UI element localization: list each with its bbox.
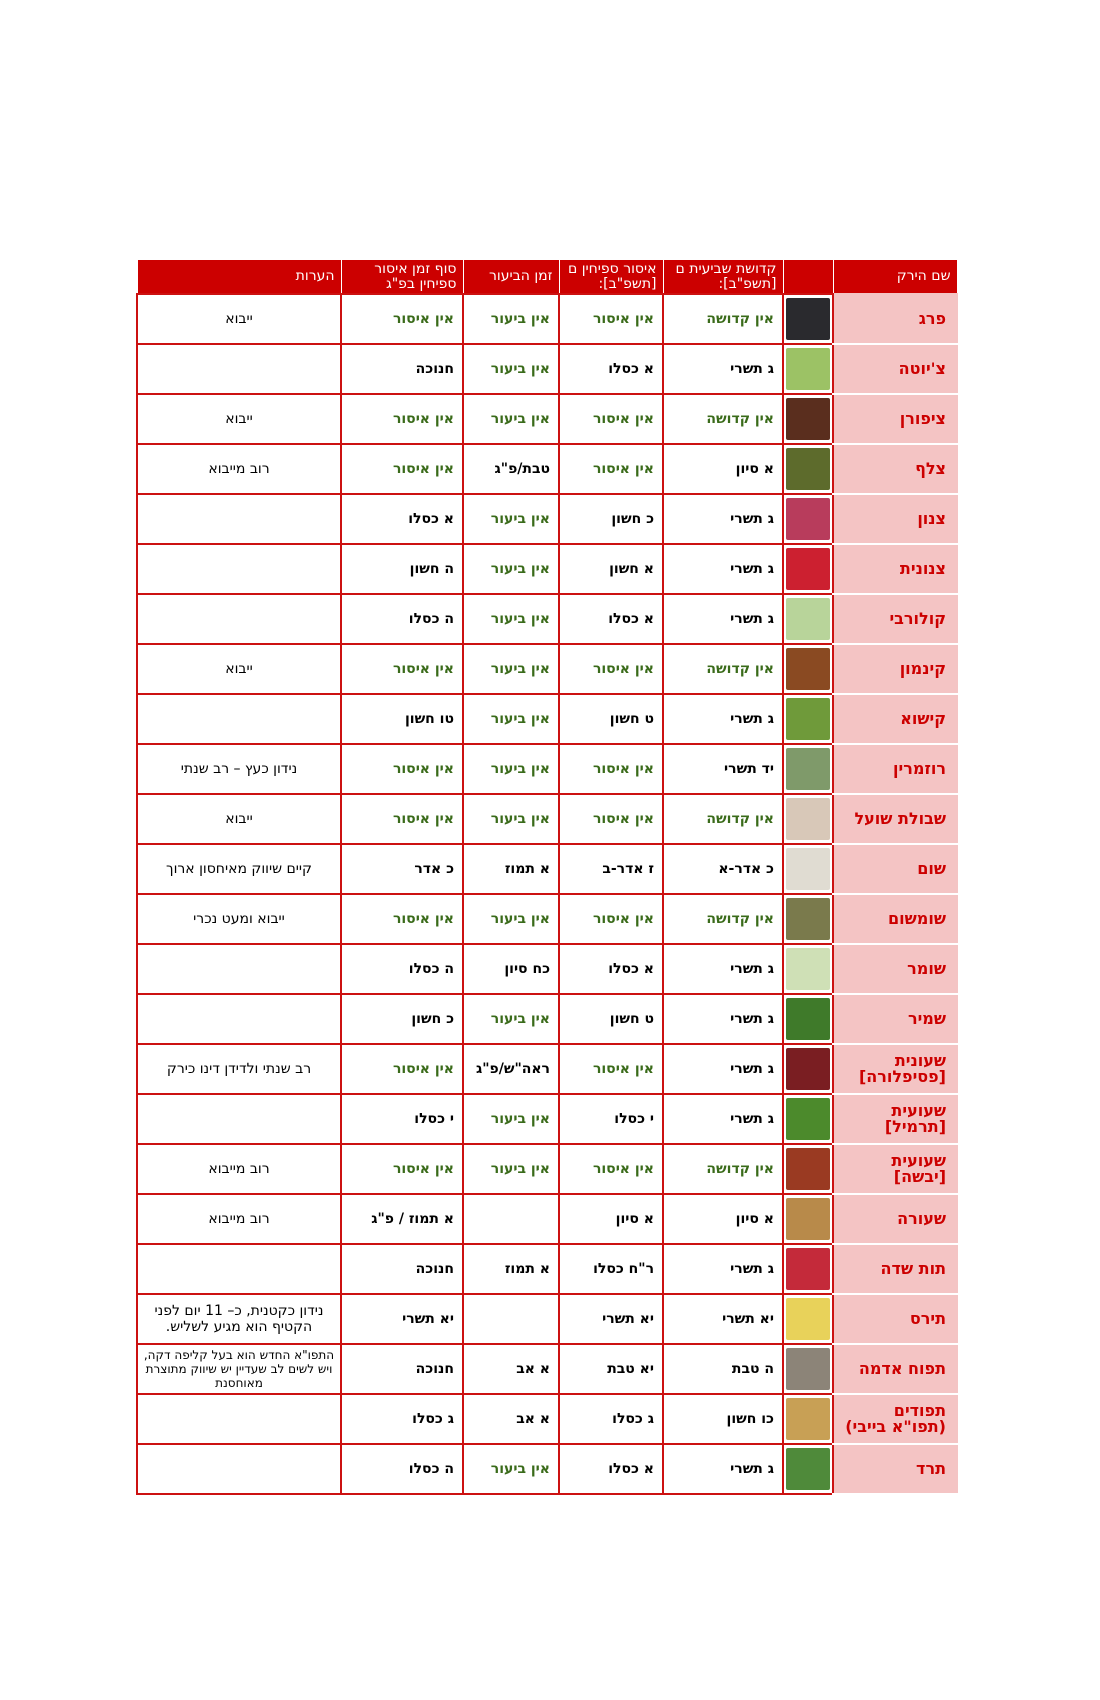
sefichin-cell: יא תשרי bbox=[559, 1294, 663, 1344]
biur-cell: א תמוז bbox=[463, 1244, 559, 1294]
vegetable-photo bbox=[786, 648, 830, 690]
vegetable-photo bbox=[786, 548, 830, 590]
kedusha-cell: כו חשון bbox=[663, 1394, 783, 1444]
sefichin-cell: א חשון bbox=[559, 544, 663, 594]
vegetable-image-cell bbox=[783, 594, 833, 644]
vegetable-photo bbox=[786, 348, 830, 390]
sof-cell: ה כסלו bbox=[341, 594, 463, 644]
vegetable-photo bbox=[786, 298, 830, 340]
vegetable-table bbox=[136, 259, 958, 1495]
sefichin-cell: אין איסור bbox=[559, 1144, 663, 1194]
vegetable-name: רוזמרין bbox=[833, 744, 957, 794]
sof-cell: ה כסלו bbox=[341, 944, 463, 994]
table-row bbox=[137, 944, 957, 994]
sefichin-cell: אין איסור bbox=[559, 444, 663, 494]
vegetable-name: קולורבי bbox=[833, 594, 957, 644]
vegetable-name: שעורה bbox=[833, 1194, 957, 1244]
vegetable-photo bbox=[786, 1448, 830, 1490]
kedusha-cell: אין קדושה bbox=[663, 394, 783, 444]
vegetable-image-cell bbox=[783, 1444, 833, 1494]
vegetable-image-cell bbox=[783, 1294, 833, 1344]
notes-cell bbox=[137, 1394, 341, 1444]
vegetable-image-cell bbox=[783, 294, 833, 344]
vegetable-name: שעועית [תרמיל] bbox=[833, 1094, 957, 1144]
vegetable-photo bbox=[786, 898, 830, 940]
kedusha-cell: כ אדר-א bbox=[663, 844, 783, 894]
notes-cell: התפו"א החדש הוא בעל קליפה דקה, ויש לשים לב שעדיין יש שיווק מתוצרת מאוחסנת bbox=[137, 1344, 341, 1394]
vegetable-name: קינמון bbox=[833, 644, 957, 694]
vegetable-name: תות שדה bbox=[833, 1244, 957, 1294]
kedusha-cell: ג תשרי bbox=[663, 944, 783, 994]
kedusha-cell: ג תשרי bbox=[663, 994, 783, 1044]
kedusha-cell: ג תשרי bbox=[663, 694, 783, 744]
kedusha-cell: אין קדושה bbox=[663, 1144, 783, 1194]
vegetable-image-cell bbox=[783, 544, 833, 594]
header-image bbox=[783, 260, 833, 295]
header-name: שם הירק bbox=[833, 260, 957, 295]
table-row bbox=[137, 1294, 957, 1344]
sefichin-cell: אין איסור bbox=[559, 644, 663, 694]
kedusha-cell: א סיון bbox=[663, 444, 783, 494]
vegetable-name: קישוא bbox=[833, 694, 957, 744]
table-header-row bbox=[137, 260, 957, 295]
sof-cell: טו חשון bbox=[341, 694, 463, 744]
table-row bbox=[137, 644, 957, 694]
vegetable-name: תרד bbox=[833, 1444, 957, 1494]
vegetable-photo bbox=[786, 1148, 830, 1190]
kedusha-cell: ג תשרי bbox=[663, 1094, 783, 1144]
vegetable-image-cell bbox=[783, 1094, 833, 1144]
sefichin-cell: אין איסור bbox=[559, 1044, 663, 1094]
sof-cell: אין איסור bbox=[341, 1044, 463, 1094]
notes-cell bbox=[137, 494, 341, 544]
notes-cell: רוב מייבוא bbox=[137, 1144, 341, 1194]
table-row bbox=[137, 794, 957, 844]
biur-cell: ראה"ש/פ"ג bbox=[463, 1044, 559, 1094]
sefichin-cell: א כסלו bbox=[559, 944, 663, 994]
biur-cell: אין ביעור bbox=[463, 794, 559, 844]
biur-cell: אין ביעור bbox=[463, 394, 559, 444]
vegetable-image-cell bbox=[783, 1244, 833, 1294]
sof-cell: אין איסור bbox=[341, 894, 463, 944]
kedusha-cell: אין קדושה bbox=[663, 794, 783, 844]
table-row bbox=[137, 694, 957, 744]
sefichin-cell: יא טבת bbox=[559, 1344, 663, 1394]
notes-cell bbox=[137, 544, 341, 594]
table-row bbox=[137, 1144, 957, 1194]
table-body bbox=[137, 294, 957, 1494]
vegetable-photo bbox=[786, 598, 830, 640]
vegetable-name: תפוח אדמה bbox=[833, 1344, 957, 1394]
biur-cell: כח סיון bbox=[463, 944, 559, 994]
sof-cell: אין איסור bbox=[341, 444, 463, 494]
vegetable-name: שעונית [פסיפלורה] bbox=[833, 1044, 957, 1094]
sof-cell: חנוכה bbox=[341, 1344, 463, 1394]
vegetable-name: תירס bbox=[833, 1294, 957, 1344]
vegetable-image-cell bbox=[783, 494, 833, 544]
vegetable-image-cell bbox=[783, 694, 833, 744]
kedusha-cell: יד תשרי bbox=[663, 744, 783, 794]
vegetable-image-cell bbox=[783, 1194, 833, 1244]
kedusha-cell: א סיון bbox=[663, 1194, 783, 1244]
table-row bbox=[137, 744, 957, 794]
vegetable-photo bbox=[786, 398, 830, 440]
vegetable-name: ציפורן bbox=[833, 394, 957, 444]
sof-cell: כ אדר bbox=[341, 844, 463, 894]
vegetable-photo bbox=[786, 498, 830, 540]
vegetable-name: צלף bbox=[833, 444, 957, 494]
kedusha-cell: יא תשרי bbox=[663, 1294, 783, 1344]
header-biur: זמן הביעור bbox=[463, 260, 559, 295]
notes-cell: רב שנתי ולדידן דינו כירק bbox=[137, 1044, 341, 1094]
sof-cell: אין איסור bbox=[341, 294, 463, 344]
vegetable-name: תפודים (תפו"א בייבי) bbox=[833, 1394, 957, 1444]
table-row bbox=[137, 844, 957, 894]
sefichin-cell: אין איסור bbox=[559, 294, 663, 344]
table-row bbox=[137, 1244, 957, 1294]
vegetable-photo bbox=[786, 1398, 830, 1440]
sefichin-cell: א כסלו bbox=[559, 1444, 663, 1494]
vegetable-image-cell bbox=[783, 1144, 833, 1194]
header-sof: סוף זמן איסור ספיחין בפ"ג bbox=[341, 260, 463, 295]
biur-cell: אין ביעור bbox=[463, 494, 559, 544]
vegetable-image-cell bbox=[783, 1394, 833, 1444]
sefichin-cell: א כסלו bbox=[559, 594, 663, 644]
table-row bbox=[137, 1044, 957, 1094]
sefichin-cell: אין איסור bbox=[559, 894, 663, 944]
vegetable-image-cell bbox=[783, 644, 833, 694]
vegetable-photo bbox=[786, 448, 830, 490]
sof-cell: א כסלו bbox=[341, 494, 463, 544]
vegetable-photo bbox=[786, 1198, 830, 1240]
kedusha-cell: אין קדושה bbox=[663, 294, 783, 344]
kedusha-cell: ג תשרי bbox=[663, 594, 783, 644]
vegetable-photo bbox=[786, 998, 830, 1040]
sefichin-cell: א סיון bbox=[559, 1194, 663, 1244]
sefichin-cell: ג כסלו bbox=[559, 1394, 663, 1444]
vegetable-photo bbox=[786, 1298, 830, 1340]
notes-cell bbox=[137, 994, 341, 1044]
notes-cell: ייבוא bbox=[137, 644, 341, 694]
table-row bbox=[137, 1094, 957, 1144]
vegetable-image-cell bbox=[783, 944, 833, 994]
biur-cell: אין ביעור bbox=[463, 644, 559, 694]
kedusha-cell: אין קדושה bbox=[663, 644, 783, 694]
biur-cell: אין ביעור bbox=[463, 1444, 559, 1494]
vegetable-image-cell bbox=[783, 894, 833, 944]
header-kedusha: קדושת שביעית ם [תשפ"ב]: bbox=[663, 260, 783, 295]
vegetable-photo bbox=[786, 1098, 830, 1140]
biur-cell: אין ביעור bbox=[463, 694, 559, 744]
biur-cell: טבת/פ"ג bbox=[463, 444, 559, 494]
kedusha-cell: ג תשרי bbox=[663, 544, 783, 594]
vegetable-photo bbox=[786, 948, 830, 990]
vegetable-name: שמיר bbox=[833, 994, 957, 1044]
vegetable-photo bbox=[786, 748, 830, 790]
sefichin-cell: אין איסור bbox=[559, 794, 663, 844]
biur-cell: א אב bbox=[463, 1344, 559, 1394]
sof-cell: אין איסור bbox=[341, 644, 463, 694]
notes-cell: נידון כקטנית, כ– 11 יום לפני הקטיף הוא מגיע לשליש. bbox=[137, 1294, 341, 1344]
sefichin-cell: א כסלו bbox=[559, 344, 663, 394]
sof-cell: י כסלו bbox=[341, 1094, 463, 1144]
vegetable-name: פרג bbox=[833, 294, 957, 344]
kedusha-cell: ג תשרי bbox=[663, 1444, 783, 1494]
sefichin-cell: ט חשון bbox=[559, 694, 663, 744]
sefichin-cell: ר"ח כסלו bbox=[559, 1244, 663, 1294]
header-sefichin: איסור ספיחין ם [תשפ"ב]: bbox=[559, 260, 663, 295]
vegetable-photo bbox=[786, 1048, 830, 1090]
biur-cell: א אב bbox=[463, 1394, 559, 1444]
sof-cell: כ חשון bbox=[341, 994, 463, 1044]
kedusha-cell: ג תשרי bbox=[663, 1244, 783, 1294]
sof-cell: יא תשרי bbox=[341, 1294, 463, 1344]
biur-cell: אין ביעור bbox=[463, 744, 559, 794]
table-row bbox=[137, 1444, 957, 1494]
vegetable-photo bbox=[786, 848, 830, 890]
biur-cell: אין ביעור bbox=[463, 294, 559, 344]
sof-cell: אין איסור bbox=[341, 394, 463, 444]
sof-cell: אין איסור bbox=[341, 794, 463, 844]
vegetable-name: שבולת שועל bbox=[833, 794, 957, 844]
notes-cell bbox=[137, 944, 341, 994]
kedusha-cell: ג תשרי bbox=[663, 344, 783, 394]
sof-cell: חנוכה bbox=[341, 1244, 463, 1294]
sefichin-cell: אין איסור bbox=[559, 744, 663, 794]
table-row bbox=[137, 494, 957, 544]
notes-cell bbox=[137, 1444, 341, 1494]
biur-cell: אין ביעור bbox=[463, 594, 559, 644]
notes-cell: ייבוא bbox=[137, 794, 341, 844]
vegetable-name: שעועית [יבשה] bbox=[833, 1144, 957, 1194]
table-row bbox=[137, 594, 957, 644]
sof-cell: א תמוז / פ"ג bbox=[341, 1194, 463, 1244]
sefichin-cell: ט חשון bbox=[559, 994, 663, 1044]
vegetable-photo bbox=[786, 1248, 830, 1290]
biur-cell: אין ביעור bbox=[463, 1094, 559, 1144]
kedusha-cell: ג תשרי bbox=[663, 494, 783, 544]
vegetable-name: צ'יוטה bbox=[833, 344, 957, 394]
sefichin-cell: ז אדר-ב bbox=[559, 844, 663, 894]
biur-cell: אין ביעור bbox=[463, 894, 559, 944]
notes-cell: ייבוא bbox=[137, 394, 341, 444]
vegetable-name: צנונית bbox=[833, 544, 957, 594]
notes-cell bbox=[137, 594, 341, 644]
sefichin-cell: כ חשון bbox=[559, 494, 663, 544]
table-row bbox=[137, 344, 957, 394]
kedusha-cell: אין קדושה bbox=[663, 894, 783, 944]
kedusha-cell: ג תשרי bbox=[663, 1044, 783, 1094]
vegetable-photo bbox=[786, 698, 830, 740]
notes-cell: נידון כעץ – רב שנתי bbox=[137, 744, 341, 794]
sefichin-cell: אין איסור bbox=[559, 394, 663, 444]
sof-cell: ה כסלו bbox=[341, 1444, 463, 1494]
notes-cell: רוב מייבוא bbox=[137, 1194, 341, 1244]
sof-cell: ה חשון bbox=[341, 544, 463, 594]
sof-cell: חנוכה bbox=[341, 344, 463, 394]
vegetable-image-cell bbox=[783, 794, 833, 844]
notes-cell: קיים שיווק מאיחסון ארוך bbox=[137, 844, 341, 894]
sof-cell: אין איסור bbox=[341, 1144, 463, 1194]
notes-cell bbox=[137, 1244, 341, 1294]
notes-cell: ייבוא bbox=[137, 294, 341, 344]
biur-cell bbox=[463, 1194, 559, 1244]
table-row bbox=[137, 544, 957, 594]
table-row bbox=[137, 1344, 957, 1394]
biur-cell: אין ביעור bbox=[463, 344, 559, 394]
table-row bbox=[137, 1394, 957, 1444]
vegetable-image-cell bbox=[783, 844, 833, 894]
notes-cell: ייבוא ומעט נכרי bbox=[137, 894, 341, 944]
table-row bbox=[137, 444, 957, 494]
biur-cell: אין ביעור bbox=[463, 544, 559, 594]
biur-cell: אין ביעור bbox=[463, 994, 559, 1044]
vegetable-image-cell bbox=[783, 444, 833, 494]
sof-cell: ג כסלו bbox=[341, 1394, 463, 1444]
vegetable-image-cell bbox=[783, 344, 833, 394]
table-row bbox=[137, 994, 957, 1044]
notes-cell bbox=[137, 694, 341, 744]
notes-cell bbox=[137, 1094, 341, 1144]
table-row bbox=[137, 394, 957, 444]
vegetable-image-cell bbox=[783, 1344, 833, 1394]
sof-cell: אין איסור bbox=[341, 744, 463, 794]
vegetable-image-cell bbox=[783, 1044, 833, 1094]
vegetable-name: שומר bbox=[833, 944, 957, 994]
biur-cell: א תמוז bbox=[463, 844, 559, 894]
notes-cell: רוב מייבוא bbox=[137, 444, 341, 494]
vegetable-photo bbox=[786, 798, 830, 840]
notes-cell bbox=[137, 344, 341, 394]
biur-cell bbox=[463, 1294, 559, 1344]
kedusha-cell: ה טבת bbox=[663, 1344, 783, 1394]
table-row bbox=[137, 294, 957, 344]
vegetable-image-cell bbox=[783, 994, 833, 1044]
vegetable-name: שומשום bbox=[833, 894, 957, 944]
sefichin-cell: י כסלו bbox=[559, 1094, 663, 1144]
vegetable-name: שום bbox=[833, 844, 957, 894]
vegetable-image-cell bbox=[783, 744, 833, 794]
header-notes: הערות bbox=[137, 260, 341, 295]
table-row bbox=[137, 894, 957, 944]
table-row bbox=[137, 1194, 957, 1244]
vegetable-name: צנון bbox=[833, 494, 957, 544]
vegetable-image-cell bbox=[783, 394, 833, 444]
biur-cell: אין ביעור bbox=[463, 1144, 559, 1194]
vegetable-photo bbox=[786, 1348, 830, 1390]
